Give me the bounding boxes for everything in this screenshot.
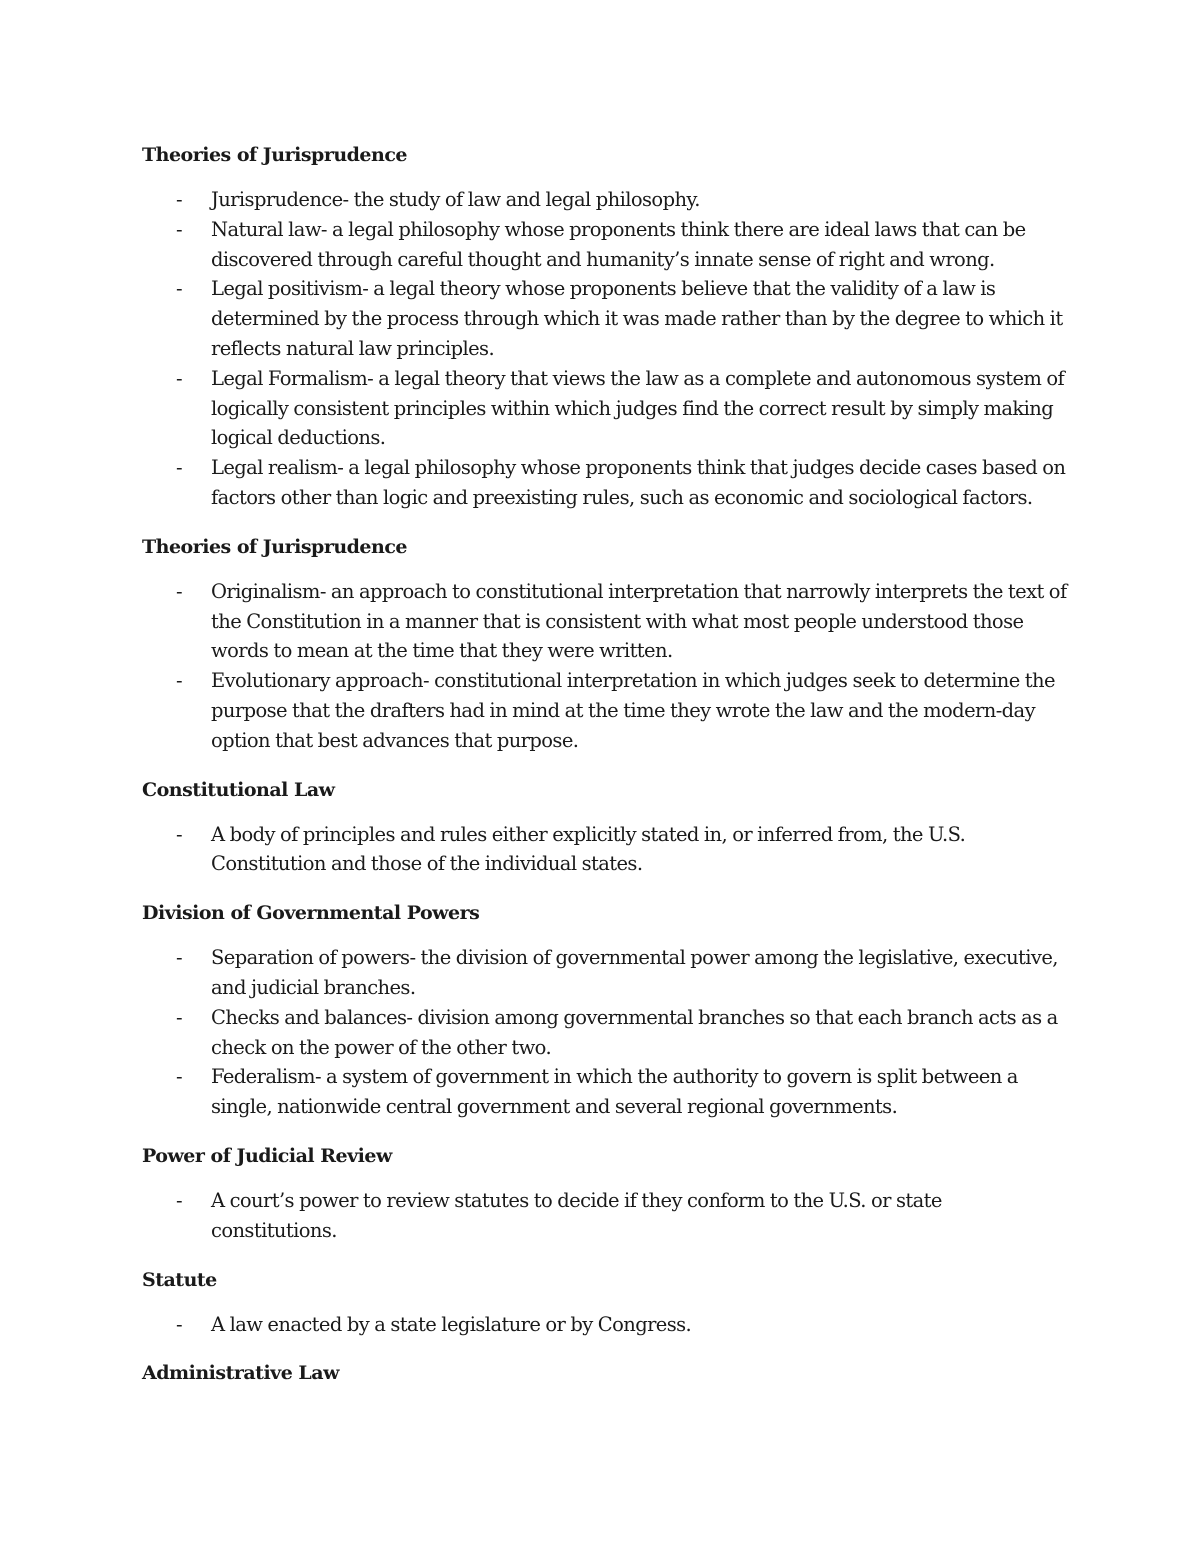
- section-theories-of-jurisprudence-1: [142, 140, 1072, 513]
- section-heading: Administrative Law: [142, 1362, 339, 1385]
- list-item: [142, 215, 1072, 275]
- bullet-dash: -: [176, 822, 182, 846]
- section-constitutional-law: [142, 775, 1072, 880]
- list-item-text: Jurisprudence- the study of law and legal philosophy.: [211, 188, 700, 211]
- bullet-dash: -: [176, 366, 182, 390]
- list-item-text: Legal Formalism- a legal theory that views the law as a complete and autonomous system of logically consistent principles within which judges find the correct result by simply making logical deductions.: [211, 366, 1065, 450]
- bullet-dash: -: [176, 456, 182, 480]
- bullet-list: [142, 185, 1072, 513]
- list-item: [142, 1003, 1072, 1063]
- bullet-list: [142, 1186, 1072, 1246]
- list-item: [142, 453, 1072, 513]
- list-item-text: A law enacted by a state legislature or by Congress.: [211, 1312, 692, 1336]
- list-item: [142, 577, 1072, 666]
- section-administrative-law: [142, 1358, 1072, 1388]
- section-theories-of-jurisprudence-2: [142, 532, 1072, 756]
- section-heading: Theories of Jurisprudence: [142, 535, 407, 558]
- bullet-dash: -: [176, 217, 182, 241]
- list-item-text: Originalism- an approach to constitutional interpretation that narrowly interprets the text of the Constitution in a manner that is consistent with what most people understood those words to mean at the time that they were written.: [211, 579, 1067, 663]
- list-item-text: Checks and balances- division among governmental branches so that each branch acts as a check on the power of the other two.: [211, 1005, 1058, 1059]
- list-item-text: Legal positivism- a legal theory whose proponents believe that the validity of a law is determined by the process through which it was made rather than by the degree to which it reflects natural law principles.: [211, 277, 1063, 360]
- list-item-text: A court’s power to review statutes to decide if they conform to the U.S. or state constitutions.: [211, 1188, 942, 1242]
- list-item-text: Evolutionary approach- constitutional interpretation in which judges seek to determine the purpose that the drafters had in mind at the time they wrote the law and the modern-day option that best advances that purpose.: [211, 669, 1055, 752]
- bullet-dash: -: [176, 946, 182, 970]
- list-item: [142, 666, 1072, 755]
- section-heading: Statute: [142, 1268, 217, 1291]
- bullet-dash: -: [176, 1188, 182, 1212]
- list-item-text: Natural law- a legal philosophy whose proponents think there are ideal laws that can be discovered through careful thought and humanity’s innate sense of right and wrong.: [211, 217, 1026, 271]
- bullet-dash: -: [176, 579, 182, 603]
- list-item: [142, 1310, 1072, 1340]
- list-item-text: A body of principles and rules either explicitly stated in, or inferred from, the U.S. Constitution and those of the individual states.: [211, 822, 966, 876]
- bullet-dash: -: [176, 669, 182, 693]
- list-item: [142, 943, 1072, 1003]
- section-heading: Theories of Jurisprudence: [142, 144, 407, 166]
- bullet-list: [142, 1310, 1072, 1340]
- section-statute: [142, 1265, 1072, 1340]
- list-item-text: Separation of powers- the division of governmental power among the legislative, executive, and judicial branches.: [211, 946, 1058, 999]
- section-heading: Power of Judicial Review: [142, 1144, 392, 1167]
- bullet-list: [142, 943, 1072, 1122]
- list-item-text: Federalism- a system of government in which the authority to govern is split between a single, nationwide central government and several regional governments.: [211, 1065, 1018, 1119]
- document-page: [142, 140, 1072, 1407]
- section-heading: Division of Governmental Powers: [142, 902, 480, 925]
- bullet-dash: -: [176, 1065, 182, 1089]
- list-item: [142, 274, 1072, 363]
- bullet-dash: -: [176, 1312, 182, 1336]
- list-item: [142, 1062, 1072, 1122]
- section-heading: Constitutional Law: [142, 778, 335, 801]
- bullet-dash: -: [176, 1005, 182, 1029]
- list-item-text: Legal realism- a legal philosophy whose proponents think that judges decide cases based on factors other than logic and preexisting rules, such as economic and sociological factors.: [211, 456, 1066, 509]
- bullet-dash: -: [176, 277, 182, 301]
- list-item: [142, 1186, 1072, 1246]
- section-power-of-judicial-review: [142, 1141, 1072, 1246]
- list-item: [142, 820, 1072, 880]
- bullet-list: [142, 577, 1072, 756]
- list-item: [142, 185, 1072, 215]
- bullet-dash: -: [176, 188, 182, 211]
- bullet-list: [142, 820, 1072, 880]
- section-division-of-governmental-powers: [142, 898, 1072, 1122]
- list-item: [142, 364, 1072, 453]
